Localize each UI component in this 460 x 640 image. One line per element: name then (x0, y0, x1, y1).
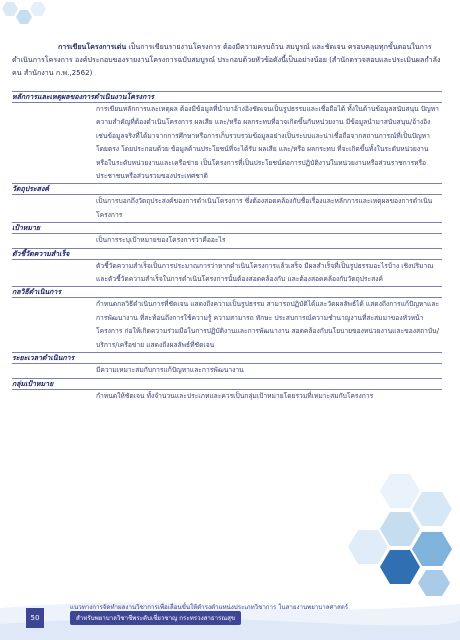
section-header-row (12, 92, 442, 103)
section-body-text: เป็นการระบุเป้าหมายของโครงการว่าคืออะไร (96, 236, 226, 245)
section-body-row (12, 103, 442, 184)
section-header-row (12, 248, 442, 259)
section-body-row (12, 298, 442, 353)
section-header-row (12, 287, 442, 298)
section-body-text: ตัวชี้วัดความสำเร็จเป็นการประมาณการว่าหากดำเนินโครงการแล้วเสร็จ มีผลสำเร็จที่เป็นรูปธรรมอะไรบ้าง เชิงปริมาณและตัวชี้วัดความสำเร็จในการดำเนินโครงการนั้นต้องสอดคล้องกับ และต้องสอดคล้องกับวัตถุประสงค์ (96, 261, 434, 284)
section-body-row (12, 259, 442, 287)
section-title: วัตถุประสงค์ (12, 185, 50, 194)
section-header-row (12, 184, 442, 195)
footer-title: แนวทางการจัดทำผลงานวิชาการเพื่อเลื่อนขั้นให้ดำรงตำแหน่งประเภทวิชาการ ในสายงานพยาบาลศาสตร์ (70, 604, 349, 611)
section-header-row (12, 378, 442, 389)
section-title: ตัวชี้วัดความสำเร็จ (12, 249, 70, 258)
hexagon-decoration (0, 0, 60, 40)
intro-text: เป็นการเขียนรายงานโครงการ ต้องมีความครบถ้วน สมบูรณ์ และชัดเจน ครอบคลุมทุกขั้นตอนในการดำเนินการโครงการ องค์ประกอบของรายงานโครงการฉบับสมบูรณ์ ประกอบด้วยหัวข้อดังนี้เป็นอย่างน้อย (สำนักตรวจสอบและประเมินผลกำลังคน สำนักงาน ก.พ.,2562) (12, 42, 441, 77)
intro-lead: การเขียนโครงการเด่น (58, 42, 127, 51)
section-title: กลุ่มเป้าหมาย (12, 379, 54, 388)
section-title: หลักการและเหตุผลของการดำเนินงานโครงการ (12, 93, 155, 101)
page-content (12, 40, 442, 403)
footer-subtitle: สำหรับพยาบาลวิชาชีพระดับเชี่ยวชาญ กระทรวงสาธารณสุข (70, 611, 241, 625)
section-header-row (12, 353, 442, 364)
section-header-row (12, 223, 442, 234)
section-title: กลวิธีดำเนินการ (12, 288, 62, 297)
section-body-text: การเขียนหลักการและเหตุผล ต้องมีข้อมูลที่นำมาอ้างอิงชัดเจนเป็นรูปธรรมและเชื่อถือได้ ทั้งในด้านข้อมูลสนับสนุน ปัญหา ความสำคัญที่ต้องดำเนินโครงการ ผลเสีย และ/หรือ ผลกระทบที่อาจเกิดขึ้นกับหน่วยงาน มีข้อมูลนำมาสนับสนุน/อ้างอิง เช่นข้อมูลจริงที่ได้มาจากการศึกษาหรือการเก็บรวบรวมข้อมูลอย่างเป็นระบบและน่าเชื่อถือจากสถานการณ์ที่เป็นปัญหาโดยตรง โดยประกอบด้วย ข้อมูลด้านประโยชน์ที่จะได้รับ ผลเสีย และ/หรือ ผลกระทบ ที่จะเกิดขึ้นทั้งในระดับหน่วยงาน หรือในระดับหน่วยงานและเครือข่าย เป็นโครงการที่เป็นประโยชน์ต่อการปฏิบัติงานในหน่วยงานหรือส่วนราชการหรือประชาชนหรือส่วนรวมของประเทศชาติ (96, 105, 439, 181)
hexagon-decoration-bottom (330, 470, 460, 600)
section-body-text: กำหนดให้ชัดเจน ทั้งจำนวนและประเภทและควรเป็นกลุ่มเป้าหมายโดยรวมที่เหมาะสมกับโครงการ (96, 391, 374, 400)
section-title: เป้าหมาย (12, 224, 41, 233)
section-body-row (12, 364, 442, 378)
intro-paragraph (12, 40, 442, 79)
section-body-row (12, 234, 442, 248)
page-number: 50 (26, 608, 44, 628)
section-title: ระยะเวลาดำเนินการ (12, 354, 75, 363)
components-table (12, 91, 442, 403)
section-body-text: กำหนดกลวิธีดำเนินการที่ชัดเจน แสดงถึงความเป็นรูปธรรม สามารถปฏิบัติได้และวัดผลลัพธ์ได้ แสดงถึงการแก้ปัญหาและการพัฒนางาน ที่สะท้อนถึงการใช้ความรู้ ความสามารถ ทักษะ ประสบการณ์ความชำนาญงานที่สะสมมาของหัวหน้าโครงการ ก่อให้เกิดความร่วมมือในการปฏิบัติงานและการพัฒนางาน สอดคล้องกับนโยบายของหน่วยงานและของสถาบัน/บริการ/เครือข่าย แสดงถึงผลลัพธ์ที่ชัดเจน (96, 300, 440, 349)
section-body-text: มีความเหมาะสมกับการแก้ปัญหาและการพัฒนางาน (96, 366, 244, 375)
section-body-row (12, 389, 442, 403)
section-body-text: เป็นการบอกถึงวัตถุประสงค์ของการดำเนินโครงการ ซึ่งต้องสอดคล้องกับชื่อเรื่องและหลักการและเหตุผลของการดำเนินโครงการ (96, 197, 433, 219)
section-body-row (12, 195, 442, 223)
